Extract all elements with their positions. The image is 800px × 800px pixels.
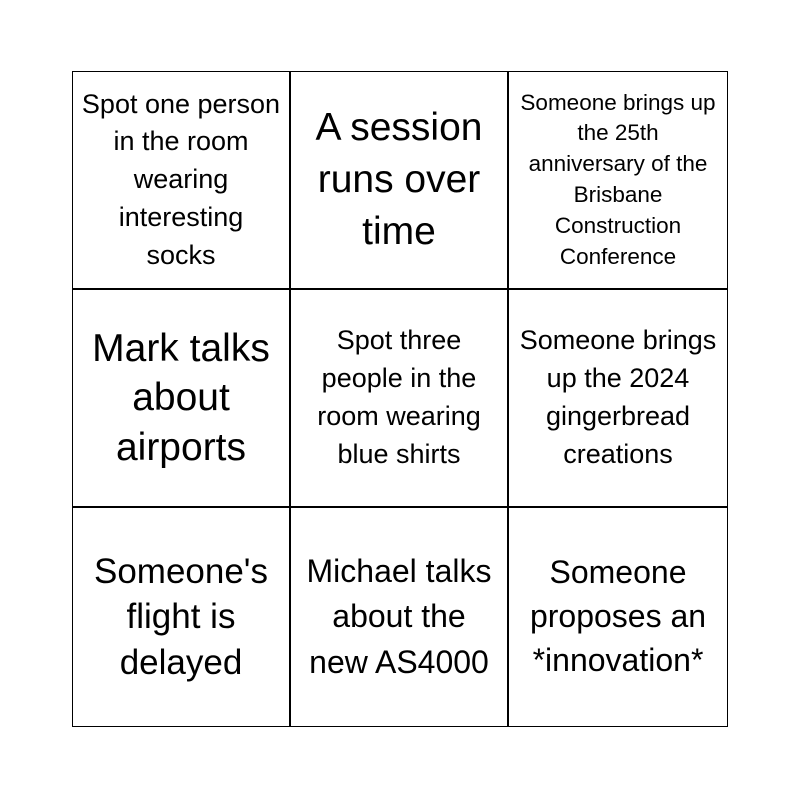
bingo-cell-text: Michael talks about the new AS4000 <box>306 552 492 680</box>
bingo-cell-8[interactable] <box>291 508 509 726</box>
bingo-cell-text: Someone proposes an *innovation* <box>529 554 707 678</box>
bingo-cell-9[interactable] <box>509 508 727 726</box>
bingo-cell-4[interactable] <box>73 290 291 508</box>
bingo-cell-2[interactable] <box>291 72 509 290</box>
bingo-cell-text: Someone brings up the 25th anniversary of the Brisbane Construction Conference <box>520 89 716 269</box>
bingo-cell-1[interactable] <box>73 72 291 290</box>
bingo-cell-text: Mark talks about airports <box>92 326 270 469</box>
bingo-cell-text: Spot three people in the room wearing blue shirts <box>317 325 481 469</box>
bingo-cell-5[interactable] <box>291 290 509 508</box>
bingo-cell-7[interactable] <box>73 508 291 726</box>
bingo-cell-text: Someone's flight is delayed <box>93 551 268 682</box>
bingo-cell-text: Someone brings up the 2024 gingerbread creations <box>519 325 717 469</box>
bingo-cell-text: Spot one person in the room wearing interesting socks <box>81 88 281 270</box>
bingo-cell-text: A session runs over time <box>315 106 483 253</box>
bingo-board <box>72 71 728 727</box>
bingo-cell-3[interactable] <box>509 72 727 290</box>
bingo-cell-6[interactable] <box>509 290 727 508</box>
